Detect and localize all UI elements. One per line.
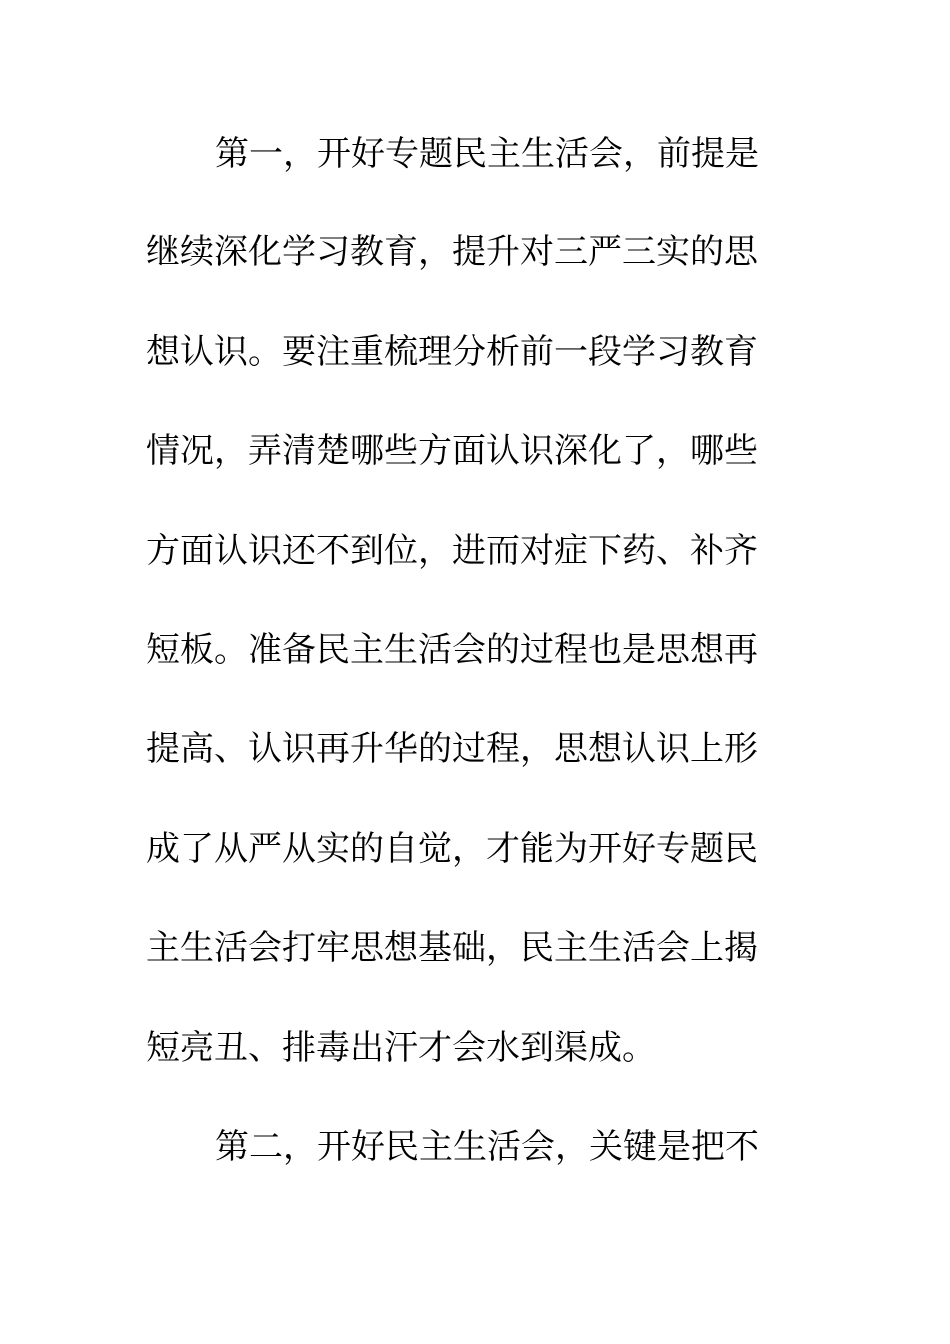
paragraph-2-line-1: 第二，开好民主生活会，关键是把不: [215, 1127, 759, 1167]
paragraph-1-line-10: 短亮丑、排毒出汗才会水到渠成。: [146, 1028, 656, 1068]
paragraph-1-line-5: 方面认识还不到位，进而对症下药、补齐: [146, 531, 758, 571]
paragraph-1-line-3: 想认识。要注重梳理分析前一段学习教育: [146, 332, 758, 372]
paragraph-1-line-7: 提高、认识再升华的过程，思想认识上形: [146, 729, 758, 769]
paragraph-1-line-2: 继续深化学习教育，提升对三严三实的思: [146, 232, 758, 272]
paragraph-1-line-9: 主生活会打牢思想基础，民主生活会上揭: [146, 928, 758, 968]
paragraph-1-line-1: 第一，开好专题民主生活会，前提是: [215, 134, 759, 174]
paragraph-1-line-8: 成了从严从实的自觉，才能为开好专题民: [146, 829, 758, 869]
paragraph-1-line-6: 短板。准备民主生活会的过程也是思想再: [146, 630, 758, 670]
paragraph-1-line-4: 情况，弄清楚哪些方面认识深化了，哪些: [146, 431, 758, 471]
